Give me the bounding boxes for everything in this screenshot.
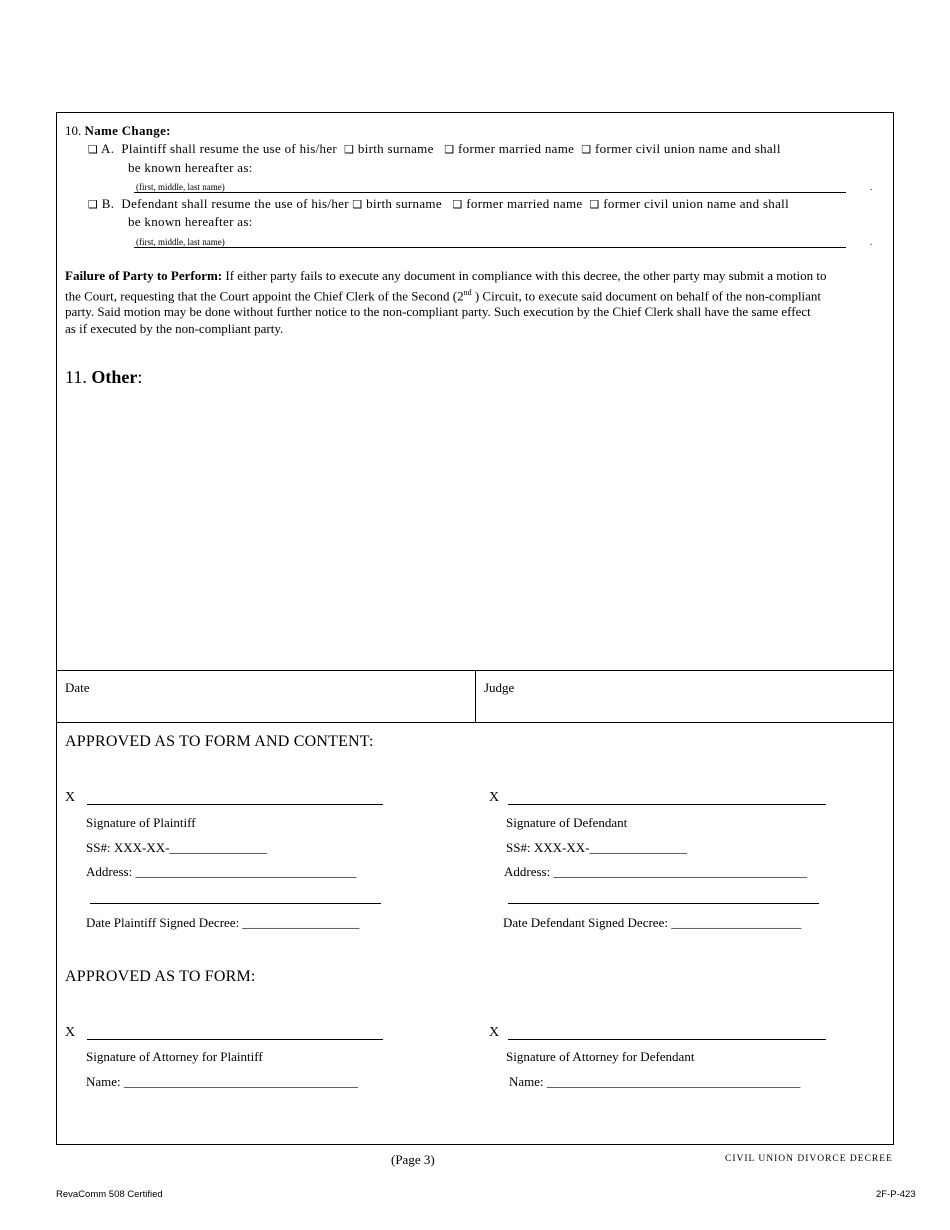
option-a-civil-checkbox[interactable]: ❑ [581,143,592,156]
option-a-checkbox[interactable]: ❑ [88,143,99,156]
section-11-colon: : [137,367,143,387]
section-11-title: Other [91,367,138,387]
plaintiff-date-field[interactable]: Date Plaintiff Signed Decree: __________________ [86,915,360,930]
attorney-plaintiff-signature-label: Signature of Attorney for Plaintiff [86,1049,263,1064]
form-title: CIVIL UNION DIVORCE DECREE [725,1154,893,1164]
option-b-row [88,196,789,212]
option-a-letter: A. [101,141,115,156]
plaintiff-address-field[interactable]: Address: __________________________________ [86,864,357,879]
certification-note: RevaComm 508 Certified [56,1189,163,1200]
option-a-period: . [870,182,873,192]
section-11-heading [65,367,142,388]
form-code: 2F-P-423 [876,1189,916,1200]
plaintiff-signature-label: Signature of Plaintiff [86,815,196,830]
option-b-text: Defendant shall resume the use of his/her [121,196,349,211]
failure-paragraph [65,268,887,337]
failure-line-2b: ) Circuit, to execute said document on behalf of the non-compliant [471,287,822,303]
defendant-address-line-2[interactable] [508,903,819,904]
page-number: (Page 3) [391,1152,435,1167]
option-a-name-field[interactable] [134,192,846,193]
attorney-defendant-x-mark: X [489,1025,500,1040]
option-a-text: Plaintiff shall resume the use of his/her [121,141,338,156]
option-a-row [88,141,781,157]
other-text-area[interactable] [60,395,890,665]
option-a-married-label: former married name [458,141,575,156]
section-10-title: Name Change: [84,123,171,138]
attorney-defendant-name-field[interactable]: Name: _______________________________________ [509,1074,801,1089]
failure-superscript: nd [463,287,472,297]
attorney-defendant-signature-label: Signature of Attorney for Defendant [506,1049,695,1064]
section-11-number: 11. [65,367,87,387]
failure-heading: Failure of Party to Perform: [65,268,223,283]
option-a-birth-checkbox[interactable]: ❑ [344,143,355,156]
option-a-civil-label: former civil union name and shall [595,141,781,156]
failure-line-1: If either party fails to execute any document in compliance with this decree, the other party may submit a motion to [222,268,827,283]
option-b-name-hint: (first, middle, last name) [136,237,225,247]
defendant-x-mark: X [489,790,500,805]
defendant-signature-line[interactable] [508,804,826,805]
judge-field[interactable] [480,698,888,718]
option-b-checkbox[interactable]: ❑ [88,198,99,211]
failure-line-3: party. Said motion may be done without further notice to the non-compliant party. Such execution by the Chief Clerk shall have the same effect [65,304,811,320]
plaintiff-ss-field[interactable]: SS#: XXX-XX-_______________ [86,840,267,855]
option-a-birth-label: birth surname [357,141,434,156]
option-b-birth-label: birth surname [366,196,442,211]
section-10-number: 10. [65,123,82,138]
option-b-birth-checkbox[interactable]: ❑ [352,198,363,211]
attorney-plaintiff-x-mark: X [65,1025,76,1040]
failure-line-2a: the Court, requesting that the Court appoint the Chief Clerk of the Second (2 [65,287,464,303]
defendant-ss-field[interactable]: SS#: XXX-XX-_______________ [506,840,687,855]
defendant-address-field[interactable]: Address: _______________________________________ [504,864,807,879]
judge-label: Judge [484,680,515,695]
divider-date-bottom [56,722,894,723]
plaintiff-x-mark: X [65,790,76,805]
date-field[interactable] [60,698,470,718]
option-b-period: . [870,237,873,247]
plaintiff-address-line-2[interactable] [90,903,381,904]
option-b-continuation: be known hereafter as: [128,214,253,229]
section-10-heading [65,123,171,139]
option-b-name-field[interactable] [134,247,846,248]
option-a-continuation: be known hereafter as: [128,160,253,175]
approved-form-heading: APPROVED AS TO FORM: [65,968,256,985]
option-b-civil-label: former civil union name and shall [603,196,789,211]
option-b-married-checkbox[interactable]: ❑ [452,198,463,211]
plaintiff-signature-line[interactable] [87,804,383,805]
option-a-name-hint: (first, middle, last name) [136,182,225,192]
approved-content-heading: APPROVED AS TO FORM AND CONTENT: [65,733,374,750]
option-a-married-checkbox[interactable]: ❑ [444,143,455,156]
attorney-plaintiff-signature-line[interactable] [87,1039,383,1040]
option-b-married-label: former married name [466,196,583,211]
failure-line-4: as if executed by the non-compliant party. [65,320,284,336]
defendant-signature-label: Signature of Defendant [506,815,628,830]
defendant-date-field[interactable]: Date Defendant Signed Decree: ____________________ [503,915,802,930]
date-label: Date [65,680,90,695]
option-b-civil-checkbox[interactable]: ❑ [589,198,600,211]
option-b-letter: B. [101,196,115,211]
attorney-plaintiff-name-field[interactable]: Name: ____________________________________ [86,1074,358,1089]
divider-date-judge [475,670,476,723]
attorney-defendant-signature-line[interactable] [508,1039,826,1040]
